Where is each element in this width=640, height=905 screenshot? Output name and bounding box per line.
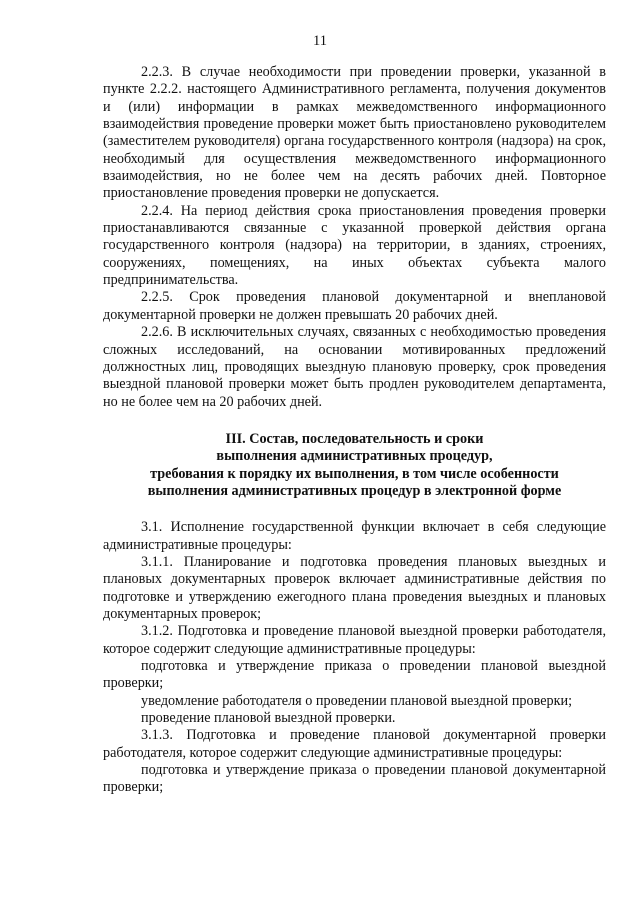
section-heading-line-3: требования к порядку их выполнения, в том числе особенности bbox=[150, 465, 559, 482]
procedure-item: подготовка и утверждение приказа о проведении плановой выездной проверки; bbox=[103, 658, 606, 692]
paragraph-3-1-1: 3.1.1. Планирование и подготовка проведения плановых выездных и плановых документарных проверок включает административные действия по подготовке и утверждению ежегодного плана проведения выездных и плановых документарных проверок; bbox=[103, 553, 606, 622]
paragraph-2-2-5: 2.2.5. Срок проведения плановой документарной и внеплановой документарной проверки не должен превышать 20 рабочих дней. bbox=[103, 289, 606, 323]
page-number: 11 bbox=[313, 33, 327, 49]
paragraph-3-1: 3.1. Исполнение государственной функции включает в себя следующие административные процедуры: bbox=[103, 519, 606, 553]
paragraph-3-1-3: 3.1.3. Подготовка и проведение плановой документарной проверки работодателя, которое содержит следующие административные процедуры: bbox=[103, 727, 606, 761]
procedure-item: уведомление работодателя о проведении плановой выездной проверки; bbox=[141, 692, 573, 709]
section-heading-line-4: выполнения административных процедур в электронной форме bbox=[147, 482, 562, 499]
procedure-item: проведение плановой выездной проверки. bbox=[141, 710, 396, 727]
paragraph-2-2-3: 2.2.3. В случае необходимости при проведении проверки, указанной в пункте 2.2.2. настоящего Административного регламента, получения документов и (или) информации в рамках межведомственного информационного взаимодействия проведение проверки может быть приостановлено руководителем (заместителем руководителя) органа государственного контроля (надзора) на срок, необходимый для осуществления межведомственного информационного взаимодействия, но не более чем на десять рабочих дней. Повторное приостановление проведения проверки не допускается. bbox=[103, 64, 606, 202]
document-body bbox=[103, 64, 606, 797]
paragraph-2-2-4: 2.2.4. На период действия срока приостановления проведения проверки приостанавливаются связанные с указанной проверкой действия органа государственного контроля (надзора) на территории, в зданиях, строениях, сооружениях, помещениях, на иных объектах субъекта малого предпринимательства. bbox=[103, 202, 606, 289]
paragraph-3-1-2: 3.1.2. Подготовка и проведение плановой выездной проверки работодателя, которое содержит следующие административные процедуры: bbox=[103, 623, 606, 657]
section-heading-line-1: III. Состав, последовательность и сроки bbox=[225, 430, 484, 447]
section-heading bbox=[103, 431, 606, 500]
paragraph-2-2-6: 2.2.6. В исключительных случаях, связанных с необходимостью проведения сложных исследований, на основании мотивированных предложений должностных лиц, проводящих выездную плановую проверку, срок проведения выездной плановой проверки может быть продлен руководителем департамента, но не более чем на 20 рабочих дней. bbox=[103, 324, 606, 410]
section-heading-line-2: выполнения административных процедур, bbox=[216, 448, 493, 465]
procedure-item: подготовка и утверждение приказа о проведении плановой документарной проверки; bbox=[103, 762, 606, 796]
